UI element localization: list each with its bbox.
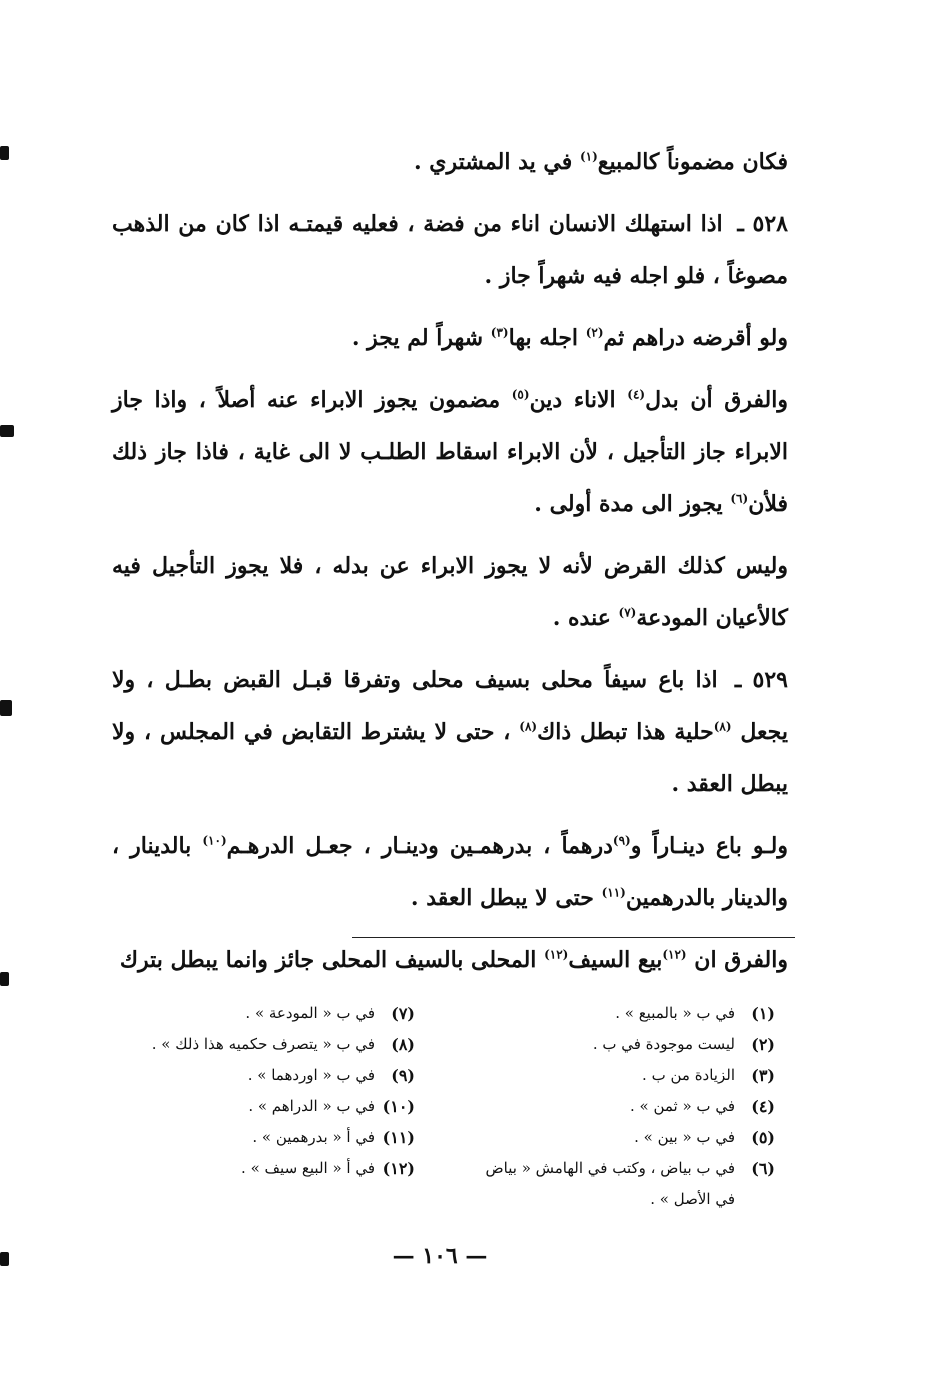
text-run: اذا استهلك الانسان اناء من فضة ، فعليه قيمتـه اذا كان من الذهب مصوغاً ، فلو اجله فيه شهراً جاز . <box>112 211 788 289</box>
footnotes-left-column <box>85 998 415 1184</box>
paragraph <box>112 540 788 644</box>
footnote-ref: (١٢) <box>544 947 569 962</box>
scan-edge-mark <box>0 1252 9 1266</box>
text-run: اجله بها <box>508 325 579 351</box>
footnote-text: في أ « البيع سيف » . <box>241 1159 375 1177</box>
text-run: مضمون يجوز الابراء عنه أصلاً ، واذا جاز الابراء جاز التأجيل ، لأن الابراء اسقاط الطلـب لا الى غاية ، فاذا جاز ذلك فلأن <box>112 387 788 517</box>
footnote <box>445 1029 775 1060</box>
text-run: وليس كذلك القرض لأنه لا يجوز الابراء عن بدله ، فلا يجوز التأجيل فيه كالأعيان المودعة <box>112 553 788 631</box>
footnote <box>85 1091 415 1122</box>
footnote-text: في ب « المودعة » . <box>245 1004 375 1022</box>
footnote-number: (٩) <box>391 1066 415 1085</box>
footnote-text: في ب « الدراهم » . <box>248 1097 375 1115</box>
footnote-ref: (٢) <box>585 325 604 340</box>
text-run: ولـو باع دينـاراً و <box>630 833 788 859</box>
text-run: ، حتى لا يشترط التقابض في المجلس ، ولا يبطل العقد . <box>112 719 788 797</box>
scan-edge-mark <box>0 972 9 986</box>
paragraph <box>112 820 788 924</box>
paragraph <box>112 934 788 986</box>
footnote-text: في ب « بين » . <box>634 1128 735 1146</box>
footnote-number: (١١) <box>382 1128 415 1147</box>
footnote-ref: (٣) <box>490 325 509 340</box>
footnote-number: (٥) <box>751 1128 775 1147</box>
footnote-ref: (١١) <box>601 885 626 900</box>
footnote <box>445 1091 775 1122</box>
text-run: يجوز الى مدة أولى . <box>534 491 723 517</box>
text-run: الاناء دين <box>529 387 616 413</box>
footnote-ref: (٨) <box>713 719 732 734</box>
text-run: حتى لا يبطل العقد . <box>410 885 594 911</box>
footnote <box>85 1060 415 1091</box>
paragraph <box>112 374 788 530</box>
section-number: ٥٢٨ ـ <box>737 211 788 237</box>
footnote-number: (١) <box>751 1004 775 1023</box>
text-run: في يد المشتري . <box>413 149 573 175</box>
footnote-separator <box>352 937 795 938</box>
footnote-text: الزيادة من ب . <box>642 1066 735 1084</box>
footnote-ref: (٧) <box>618 605 637 620</box>
text-run: بالدينار ، والدينار بالدرهمين <box>112 833 788 911</box>
footnote-text: في ب « ثمن » . <box>629 1097 735 1115</box>
text-run: درهماً ، بدرهمـين ودينـار ، جعـل الدرهـم <box>226 833 613 859</box>
footnote-text: في ب بياض ، وكتب في الهامش « بياض في الأصل » . <box>485 1159 735 1208</box>
text-run: والفرق أن بدل <box>645 387 788 413</box>
footnote-ref: (٩) <box>612 833 631 848</box>
footnote-number: (٣) <box>751 1066 775 1085</box>
text-run: ولو أقرضه دراهم ثم <box>603 325 788 351</box>
text-run: فكان مضموناً كالمبيع <box>597 149 788 175</box>
footnote-ref: (٤) <box>627 387 646 402</box>
footnote-number: (١٠) <box>382 1097 415 1116</box>
text-run: بيع السيف <box>568 947 663 973</box>
main-text <box>112 136 788 996</box>
footnote-text: في ب « اوردهما » . <box>247 1066 375 1084</box>
paragraph <box>112 654 788 810</box>
footnote-text: في ب « بالمبيع » . <box>615 1004 735 1022</box>
footnote-text: في أ « بدرهمين » . <box>252 1128 375 1146</box>
footnote-ref: (٥) <box>511 387 530 402</box>
footnote <box>85 1122 415 1153</box>
footnote-number: (١٢) <box>382 1159 415 1178</box>
text-run: المحلى بالسيف المحلى جائز وانما يبطل بترك <box>119 947 537 973</box>
footnote <box>85 1029 415 1060</box>
footnote-text: ليست موجودة في ب . <box>592 1035 735 1053</box>
text-run: اذا باع سيفاً محلى بسيف محلى وتفرقا قبـل القبض بطـل ، ولا يجعل <box>112 667 788 745</box>
text-run: عنده . <box>552 605 611 631</box>
footnote-number: (٨) <box>391 1035 415 1054</box>
footnote <box>85 1153 415 1184</box>
footnote-ref: (١٠) <box>202 833 227 848</box>
footnote-number: (٧) <box>391 1004 415 1023</box>
footnote <box>85 998 415 1029</box>
footnote <box>445 998 775 1029</box>
scan-edge-mark <box>0 425 14 437</box>
section-number: ٥٢٩ ـ <box>734 667 788 693</box>
footnote-ref: (٦) <box>730 491 749 506</box>
text-run: شهراً لم يجز . <box>351 325 484 351</box>
text-run: حلية هذا تبطل ذاك <box>537 719 714 745</box>
footnote-number: (٢) <box>751 1035 775 1054</box>
footnote-number: (٦) <box>751 1159 775 1178</box>
scan-edge-mark <box>0 146 9 160</box>
footnote-number: (٤) <box>751 1097 775 1116</box>
footnote <box>445 1153 775 1215</box>
footnote-ref: (١) <box>579 149 598 164</box>
footnote-ref: (١٢) <box>662 947 687 962</box>
page-number: — ١٠٦ — <box>392 1243 488 1269</box>
footnotes-right-column <box>445 998 775 1215</box>
footnote <box>445 1122 775 1153</box>
footnote-ref: (٨) <box>519 719 538 734</box>
scan-edge-mark <box>0 700 12 716</box>
footnote <box>445 1060 775 1091</box>
text-run: والفرق ان <box>694 947 788 973</box>
paragraph <box>112 312 788 364</box>
paragraph <box>112 198 788 302</box>
footnote-text: في ب « يتصرف حكميه هذا ذلك » . <box>151 1035 375 1053</box>
paragraph <box>112 136 788 188</box>
